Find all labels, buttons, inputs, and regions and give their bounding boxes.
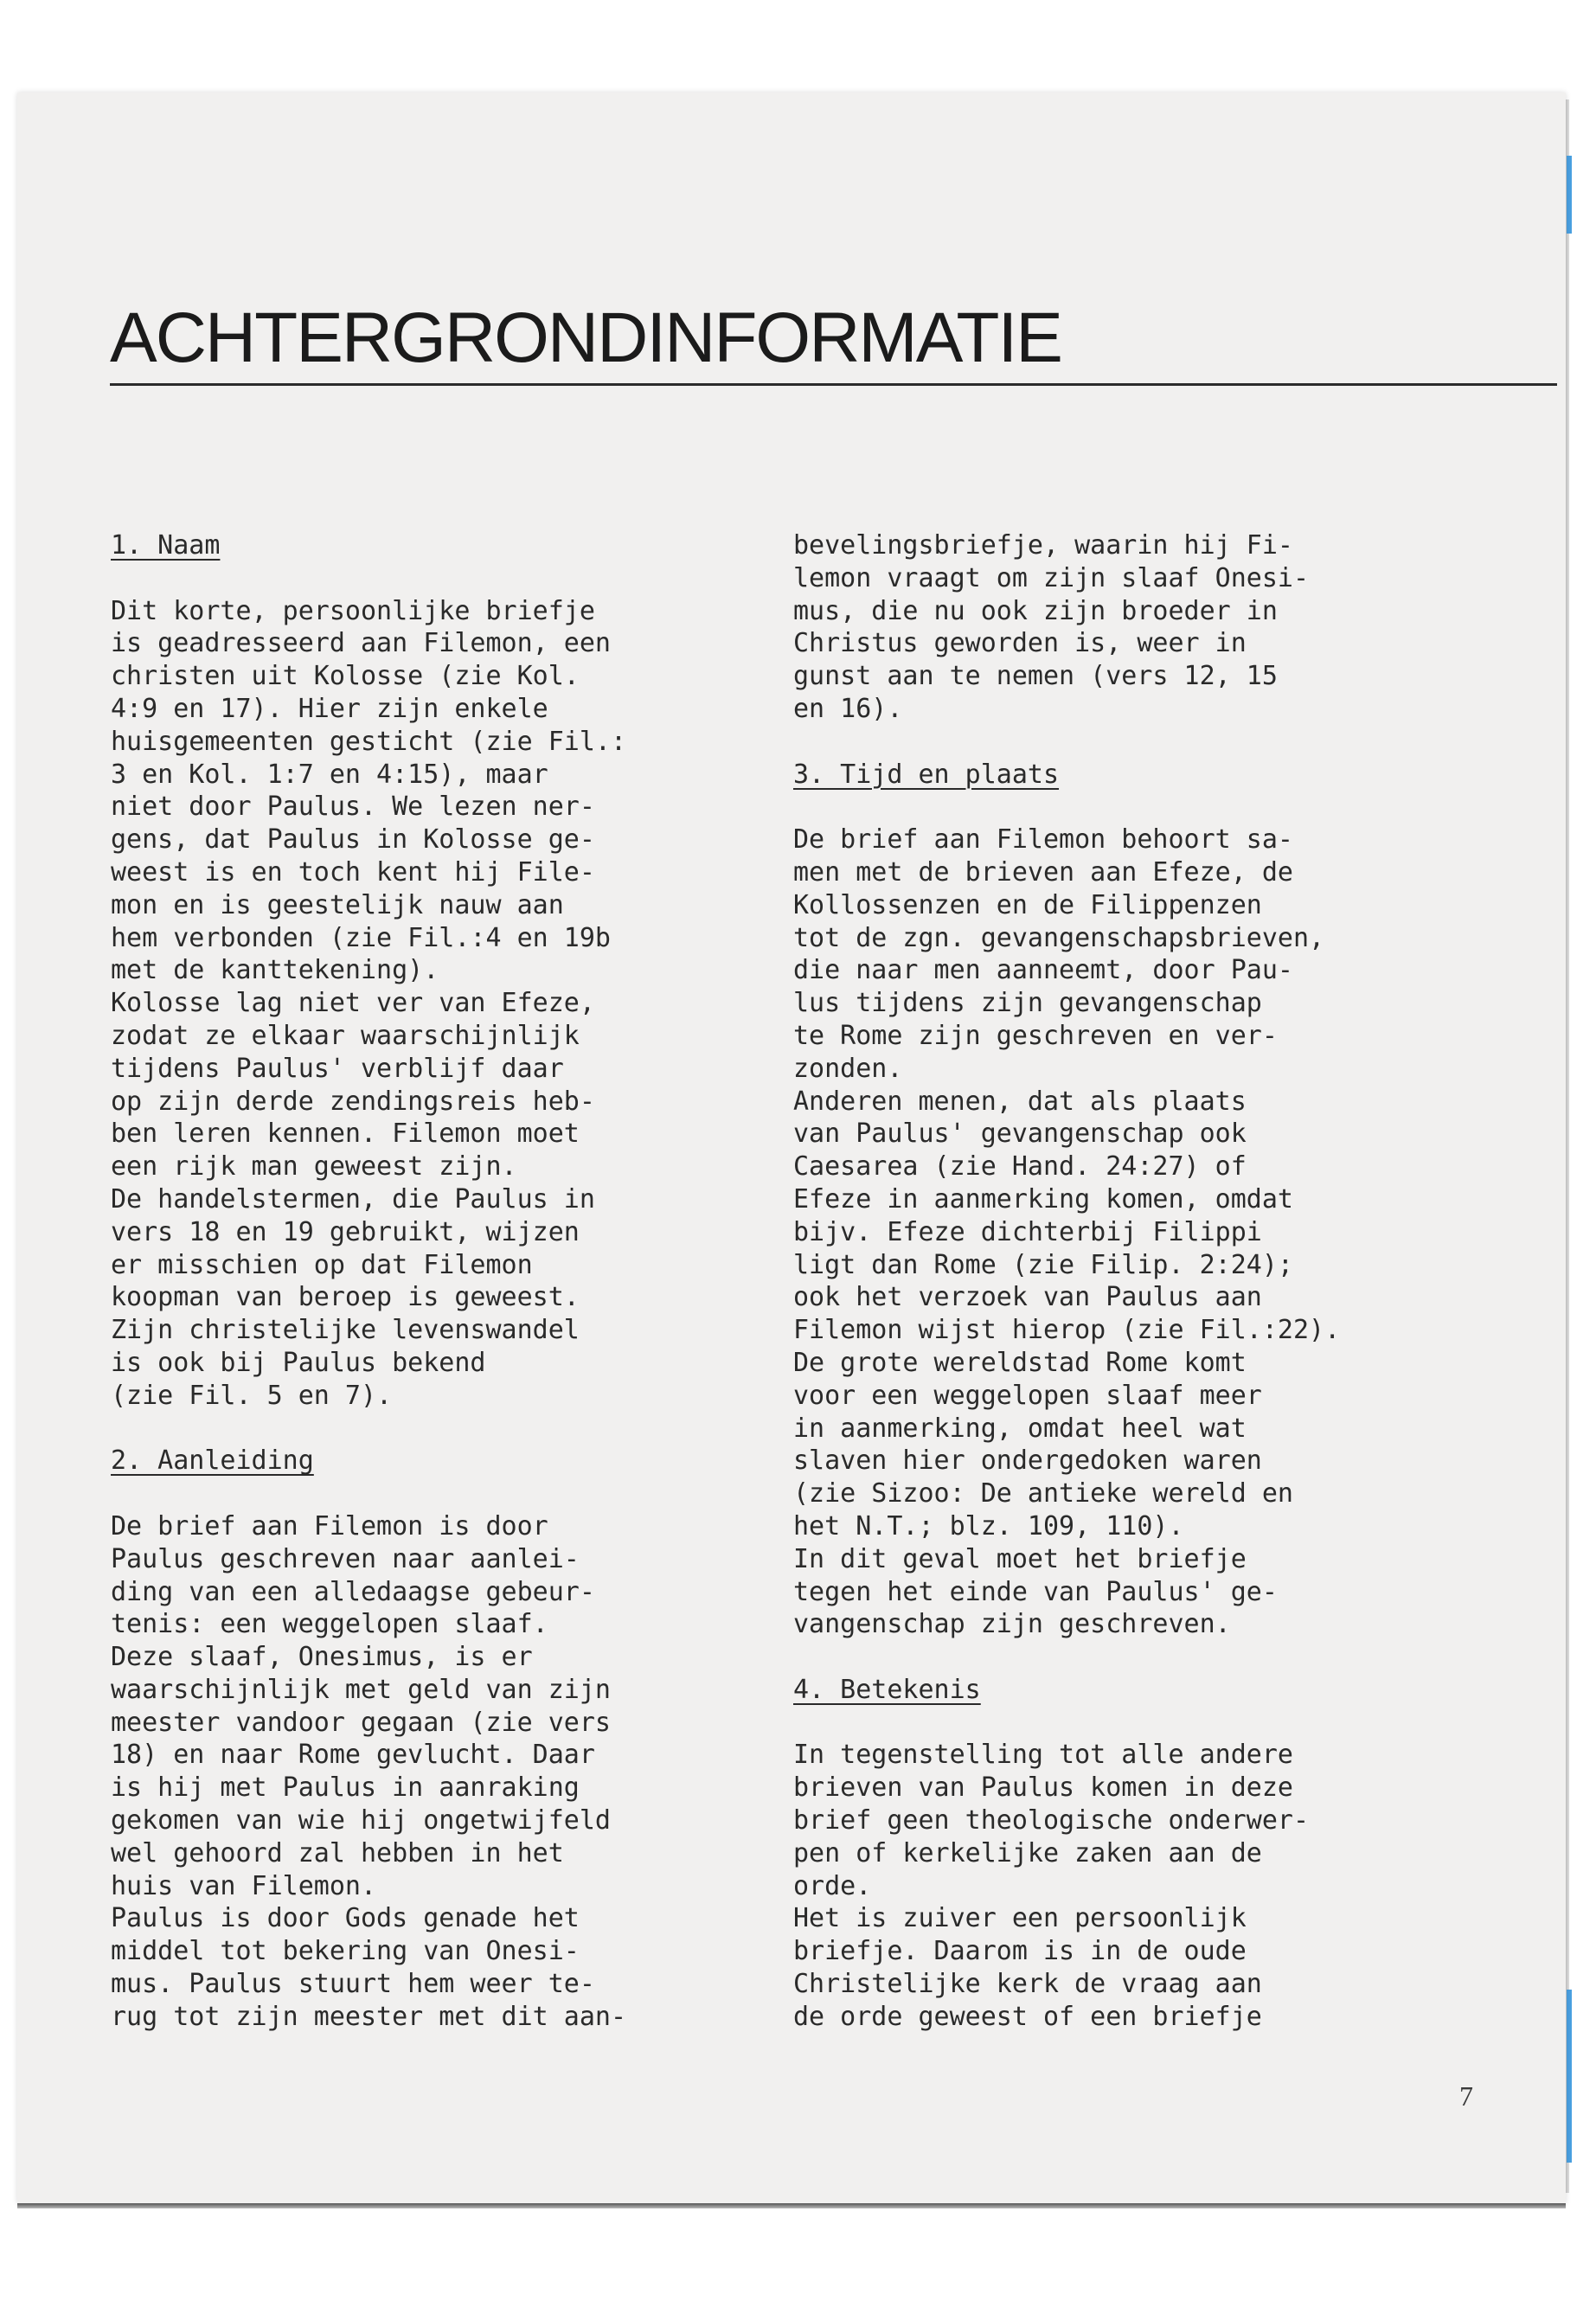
text-line: voor een weggelopen slaaf meer (793, 1380, 1262, 1411)
text-line: orde. (793, 1870, 872, 1901)
text-line: in aanmerking, omdat heel wat (793, 1413, 1247, 1444)
text-line: rug tot zijn meester met dit aan- (111, 2001, 627, 2032)
text-line: 4:9 en 17). Hier zijn enkele (111, 693, 548, 724)
text-line: Het is zuiver een persoonlijk (793, 1903, 1247, 1934)
text-line: koopman van beroep is geweest. (111, 1282, 580, 1313)
section-heading-aanleiding: 2. Aanleiding (111, 1445, 314, 1477)
text-line: Christus geworden is, weer in (793, 628, 1247, 659)
text-line: meester vandoor gegaan (zie vers (111, 1707, 611, 1738)
text-line: De handelstermen, die Paulus in (111, 1183, 595, 1215)
index-tab-blue-bottom (1567, 1990, 1572, 2163)
text-line: De grote wereldstad Rome komt (793, 1347, 1247, 1378)
text-line: met de kanttekening). (111, 955, 439, 986)
section-heading-betekenis: 4. Betekenis (793, 1674, 981, 1705)
text-line: die naar men aanneemt, door Pau- (793, 955, 1293, 986)
text-line: is hij met Paulus in aanraking (111, 1772, 580, 1804)
text-line: Christelijke kerk de vraag aan (793, 1969, 1262, 2000)
text-line: ben leren kennen. Filemon moet (111, 1118, 580, 1150)
text-line: hem verbonden (zie Fil.:4 en 19b (111, 922, 611, 953)
text-line: De brief aan Filemon behoort sa- (793, 824, 1293, 856)
text-line: tegen het einde van Paulus' ge- (793, 1576, 1278, 1607)
text-line: christen uit Kolosse (zie Kol. (111, 661, 580, 692)
text-line: het N.T.; blz. 109, 110). (793, 1510, 1184, 1541)
text-line: tot de zgn. gevangenschapsbrieven, (793, 922, 1325, 953)
text-line: Kolosse lag niet ver van Efeze, (111, 988, 595, 1019)
text-line: is ook bij Paulus bekend (111, 1347, 486, 1378)
page-number: 7 (1459, 2080, 1473, 2112)
text-line: Paulus geschreven naar aanlei- (111, 1543, 580, 1574)
text-line: mus. Paulus stuurt hem weer te- (111, 1969, 595, 2000)
text-line: pen of kerkelijke zaken aan de (793, 1837, 1262, 1868)
text-line: tijdens Paulus' verblijf daar (111, 1053, 564, 1084)
text-line: men met de brieven aan Efeze, de (793, 856, 1293, 888)
text-line: huisgemeenten gesticht (zie Fil.: (111, 726, 627, 757)
text-line: Anderen menen, dat als plaats (793, 1086, 1247, 1117)
text-line: zodat ze elkaar waarschijnlijk (111, 1020, 580, 1051)
text-line: weest is en toch kent hij File- (111, 856, 595, 888)
text-line: Zijn christelijke levenswandel (111, 1315, 580, 1346)
text-line: zonden. (793, 1053, 903, 1084)
text-line: Caesarea (zie Hand. 24:27) of (793, 1151, 1247, 1183)
text-line: 3 en Kol. 1:7 en 4:15), maar (111, 759, 548, 790)
text-line: gens, dat Paulus in Kolosse ge- (111, 824, 595, 856)
text-line: niet door Paulus. We lezen ner- (111, 792, 595, 823)
section-body-tijd (793, 824, 1468, 1641)
text-line: gekomen van wie hij ongetwijfeld (111, 1805, 611, 1836)
text-line: brief geen theologische onderwer- (793, 1805, 1310, 1836)
text-line: gunst aan te nemen (vers 12, 15 (793, 661, 1278, 692)
text-line: briefje. Daarom is in de oude (793, 1936, 1247, 1967)
text-line: waarschijnlijk met geld van zijn (111, 1674, 611, 1705)
text-line: van Paulus' gevangenschap ook (793, 1118, 1247, 1150)
section-heading-tijd: 3. Tijd en plaats (793, 759, 1060, 790)
text-line: De brief aan Filemon is door (111, 1510, 548, 1541)
text-line: Efeze in aanmerking komen, omdat (793, 1183, 1293, 1215)
text-line: In dit geval moet het briefje (793, 1543, 1247, 1574)
text-line: In tegenstelling tot alle andere (793, 1740, 1293, 1771)
text-line: lemon vraagt om zijn slaaf Onesi- (793, 562, 1310, 593)
text-line: Filemon wijst hierop (zie Fil.:22). (793, 1315, 1341, 1346)
text-line: vers 18 en 19 gebruikt, wijzen (111, 1216, 580, 1247)
section-heading-naam: 1. Naam (111, 530, 221, 561)
text-line: Dit korte, persoonlijke briefje (111, 595, 595, 626)
text-line: (zie Sizoo: De antieke wereld en (793, 1478, 1293, 1509)
text-line: tenis: een weggelopen slaaf. (111, 1609, 548, 1640)
text-line: lus tijdens zijn gevangenschap (793, 988, 1262, 1019)
text-line: mus, die nu ook zijn broeder in (793, 595, 1278, 626)
text-line: bevelingsbriefje, waarin hij Fi- (793, 530, 1293, 561)
text-line: (zie Fil. 5 en 7). (111, 1380, 393, 1411)
section-body-naam (111, 595, 785, 1413)
text-line: middel tot bekering van Onesi- (111, 1936, 580, 1967)
section-body-aanleiding (111, 1510, 785, 2034)
text-line: en 16). (793, 693, 903, 724)
section-body-aanleiding-continued (793, 529, 1468, 726)
page-bottom-shadow (17, 2203, 1566, 2208)
text-line: is geadresseerd aan Filemon, een (111, 628, 611, 659)
text-line: slaven hier ondergedoken waren (793, 1445, 1262, 1477)
text-line: Kollossenzen en de Filippenzen (793, 889, 1262, 920)
text-line: Paulus is door Gods genade het (111, 1903, 580, 1934)
text-line: ding van een alledaagse gebeur- (111, 1576, 595, 1607)
left-column (111, 529, 785, 2034)
title-rule (110, 383, 1557, 386)
index-tab-blue-top (1567, 156, 1572, 234)
text-line: bijv. Efeze dichterbij Filippi (793, 1216, 1262, 1247)
text-line: huis van Filemon. (111, 1870, 377, 1901)
text-line: de orde geweest of een briefje (793, 2001, 1262, 2032)
text-line: vangenschap zijn geschreven. (793, 1609, 1231, 1640)
right-column (793, 529, 1468, 2034)
text-line: op zijn derde zendingsreis heb- (111, 1086, 595, 1117)
text-line: een rijk man geweest zijn. (111, 1151, 517, 1183)
text-line: wel gehoord zal hebben in het (111, 1837, 564, 1868)
text-line: 18) en naar Rome gevlucht. Daar (111, 1740, 595, 1771)
text-line: mon en is geestelijk nauw aan (111, 889, 564, 920)
text-line: Deze slaaf, Onesimus, is er (111, 1642, 533, 1673)
text-line: ook het verzoek van Paulus aan (793, 1282, 1262, 1313)
text-line: ligt dan Rome (zie Filip. 2:24); (793, 1249, 1293, 1280)
text-line: brieven van Paulus komen in deze (793, 1772, 1293, 1804)
page-title: ACHTERGRONDINFORMATIE (110, 298, 1061, 377)
section-body-betekenis (793, 1739, 1468, 2033)
text-line: er misschien op dat Filemon (111, 1249, 533, 1280)
text-line: te Rome zijn geschreven en ver- (793, 1020, 1278, 1051)
